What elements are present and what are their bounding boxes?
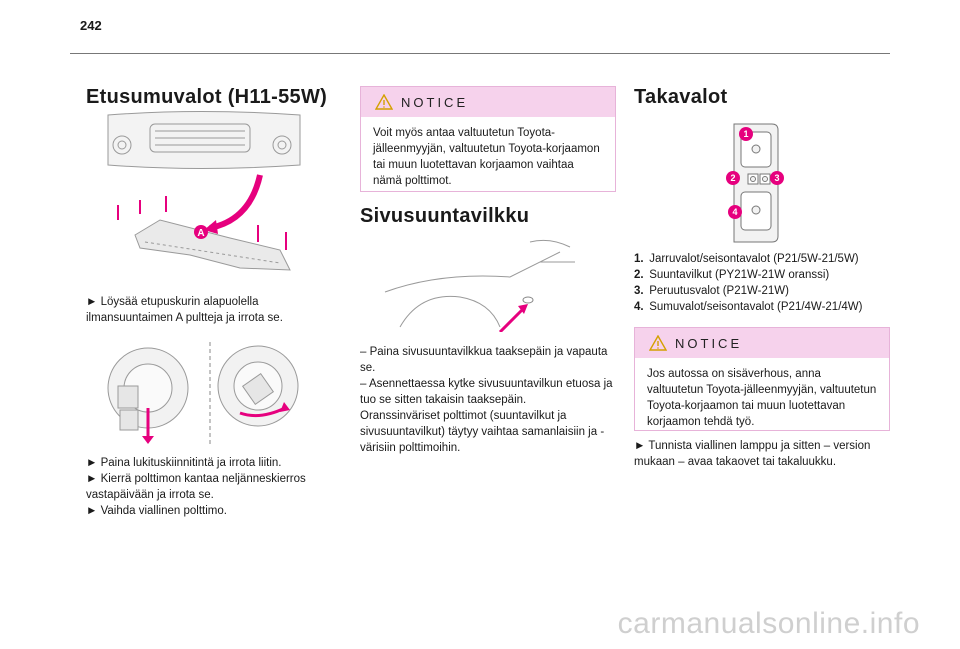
section-heading-side-indicator: Sivusuuntavilkku	[360, 205, 530, 227]
notice-box-col2	[360, 86, 616, 192]
section-heading-rear-lights: Takavalot	[634, 86, 728, 108]
notice-header	[361, 87, 615, 117]
callout-3: 3	[774, 173, 780, 183]
list-item: 2. Suuntavilkut (PY21W-21W oranssi)	[634, 269, 830, 281]
front-bumper-illustration	[100, 110, 305, 280]
notice-text: Jos autossa on sisäverhous, anna valtuutetun Toyota-jälleenmyyjän, valtuutetun Toyota-korjaamon tai muun luotettavan korjaamon tehdä työ.	[635, 358, 889, 430]
header-divider	[70, 53, 890, 54]
callout-2: 2	[730, 173, 736, 183]
side-indicator-illustration	[380, 232, 580, 332]
callout-1: 1	[743, 129, 749, 139]
callout-a: A	[197, 228, 205, 239]
step-press-clip: ► Paina lukituskiinnitintä ja irrota liitin.	[86, 457, 282, 469]
page-number: 242	[80, 18, 102, 33]
list-item: 1. Jarruvalot/seisontavalot (P21/5W-21/5W)	[634, 253, 859, 265]
notice-header	[635, 328, 889, 358]
steps-bulb-replacement	[86, 455, 311, 519]
warning-icon	[649, 335, 667, 351]
watermark: carmanualsonline.info	[617, 607, 920, 640]
notice-label: NOTICE	[401, 94, 469, 110]
section-heading-front-fog: Etusumuvalot (H11-55W)	[86, 86, 328, 108]
fog-lamp-illustration	[100, 338, 305, 448]
list-item: 4. Sumuvalot/seisontavalot (P21/4W-21/4W)	[634, 301, 863, 313]
list-item: 3. Peruutusvalot (P21W-21W)	[634, 285, 789, 297]
notice-box-col3	[634, 327, 890, 431]
rear-light-illustration	[722, 120, 792, 245]
rear-light-bulb-list	[634, 251, 894, 315]
step-identify-lamp: ► Tunnista viallinen lamppu ja sitten – version mukaan – avaa takaovet tai takaluukku.	[634, 440, 871, 468]
step-turn-holder: ► Kierrä polttimon kantaa neljänneskierros vastapäivään ja irrota se.	[86, 473, 306, 501]
notice-label: NOTICE	[675, 335, 743, 351]
side-indicator-instructions: – Paina sivusuuntavilkkua taaksepäin ja vapauta se. – Asennettaessa kytke sivusuuntavilkun etuosa ja tuo se sitten takaisin taaksepäin. Oranssinväriset polttimot (suuntavilkut ja sivusuuntavilkut) täytyy vaihtaa samanlaisiin ja -värisiin polttimoihin.	[360, 346, 613, 454]
warning-icon	[375, 94, 393, 110]
callout-4: 4	[732, 207, 738, 217]
step-remove-deflector: ► Löysää etupuskurin alapuolella ilmansuuntaimen A pultteja ja irrota se.	[86, 296, 283, 324]
step-replace-bulb: ► Vaihda viallinen polttimo.	[86, 505, 227, 517]
notice-text: Voit myös antaa valtuutetun Toyota-jälleenmyyjän, valtuutetun Toyota-korjaamon tai muun luotettavan korjaamon vaihtaa nämä polttimot.	[361, 117, 615, 191]
